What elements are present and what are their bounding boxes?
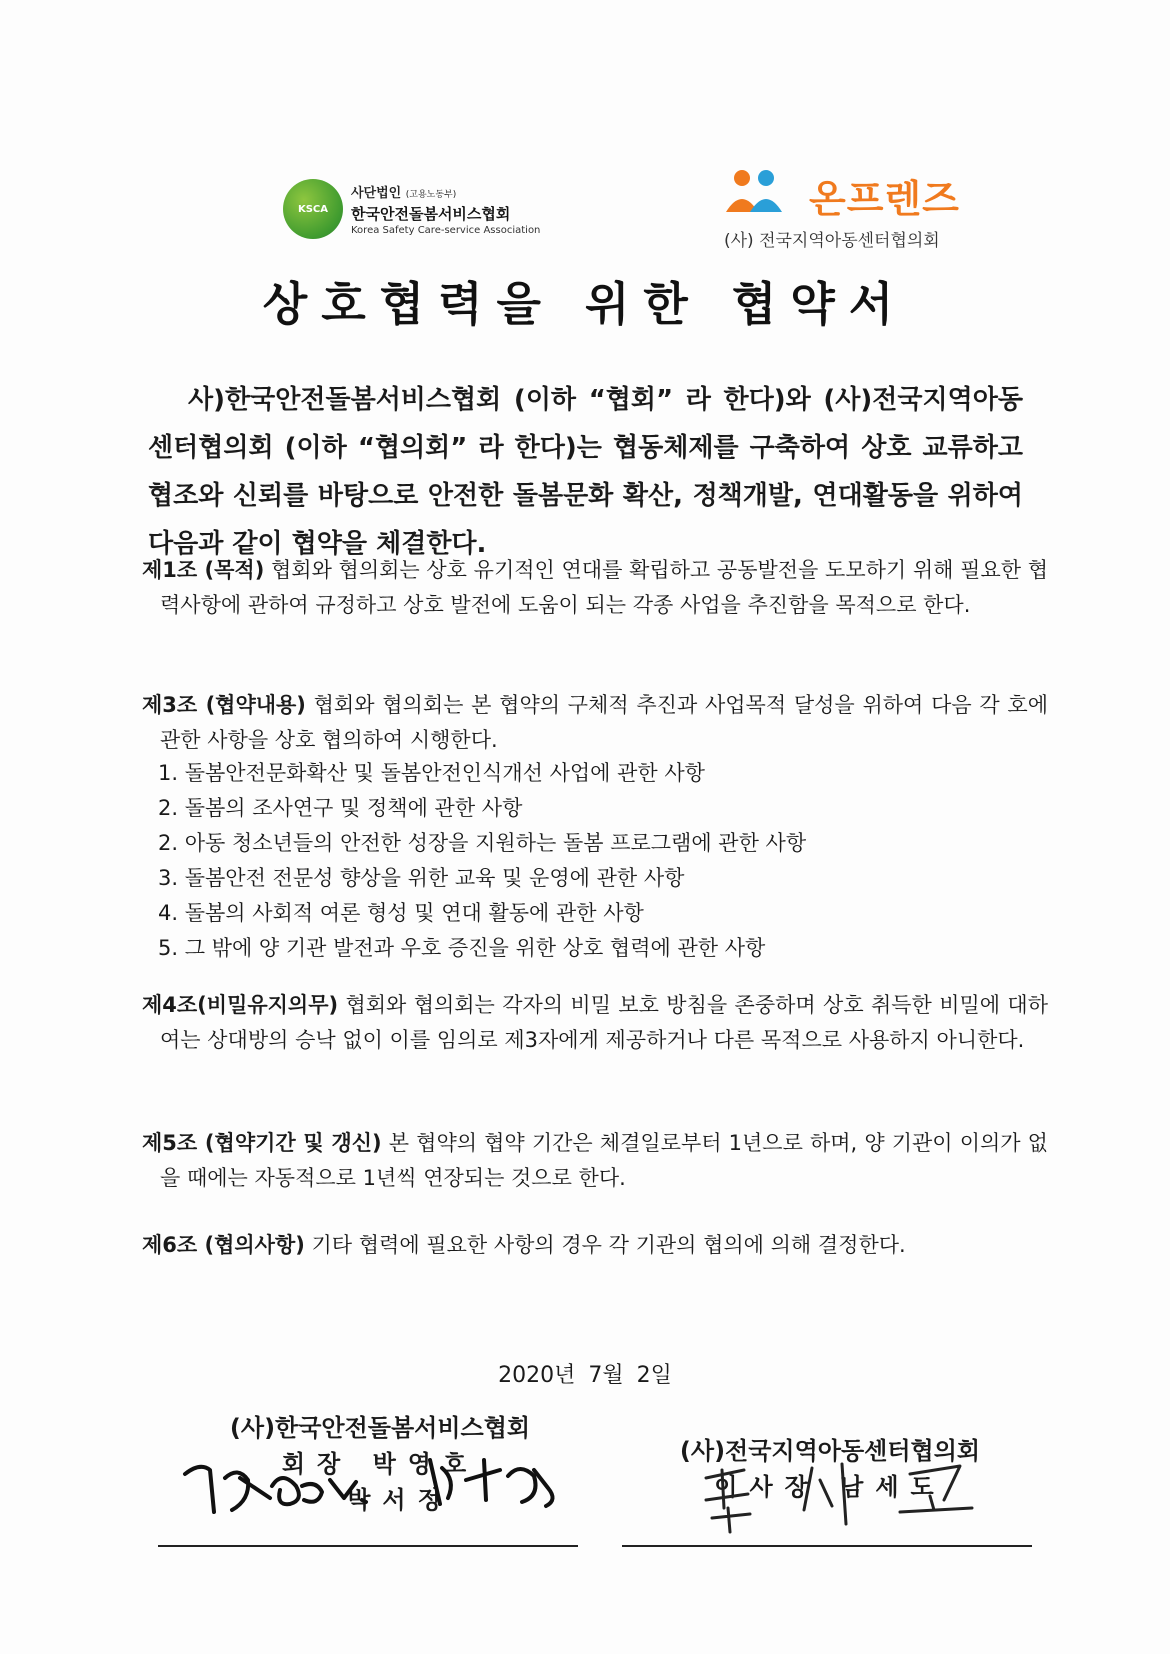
- ksca-logo: [283, 176, 543, 240]
- onfriends-wordmark: 온프렌즈: [809, 177, 960, 221]
- article-3-heading: 제3조 (협약내용): [142, 693, 306, 717]
- ksca-english-name: Korea Safety Care-service Association: [351, 225, 541, 236]
- list-item: 2. 돌봄의 조사연구 및 정책에 관한 사항: [158, 796, 523, 820]
- list-item: 2. 아동 청소년들의 안전한 성장을 지원하는 돌봄 프로그램에 관한 사항: [158, 831, 807, 855]
- signatory-right-org: (사)전국지역아동센터협의회: [679, 1437, 981, 1465]
- article-4: [142, 988, 1048, 1058]
- signatory-right-title: 이사장 남세도: [714, 1473, 946, 1501]
- signatory-left-title: 회장 박영호: [281, 1450, 479, 1478]
- article-4-heading: 제4조(비밀유지의무): [142, 993, 339, 1017]
- article-6-body: 기타 협력에 필요한 사항의 경우 각 기관의 협의에 의해 결정한다.: [304, 1233, 906, 1257]
- signatory-right: [620, 1433, 1040, 1505]
- article-5-body: 본 협약의 협약 기간은 체결일로부터 1년으로 하며, 양 기관이 이의가 없을 때에는 자동적으로 1년씩 연장되는 것으로 한다.: [160, 1131, 1048, 1190]
- article-3: [142, 688, 1048, 758]
- intro-paragraph: 사)한국안전돌봄서비스협회 (이하 “협회” 라 한다)와 (사)전국지역아동센터협의회 (이하 “협의회” 라 한다)는 협동체제를 구축하여 상호 교류하고 협조와 신뢰를 바탕으로 안전한 돌봄문화 확산, 정책개발, 연대활동을 위하여 다음과 같이 협약을 체결한다.: [148, 385, 1023, 559]
- article-6: [142, 1228, 1048, 1263]
- article-1: [142, 553, 1048, 623]
- article-1-body: 협회와 협의회는 상호 유기적인 연대를 확립하고 공동발전을 도모하기 위해 필요한 협력사항에 관하여 규정하고 상호 발전에 도움이 되는 각종 사업을 추진함을 목적으로 한다.: [160, 558, 1049, 617]
- article-4-body: 협회와 협의회는 각자의 비밀 보호 방침을 존중하며 상호 취득한 비밀에 대하여는 상대방의 승낙 없이 이를 임의로 제3자에게 제공하거나 다른 목적으로 사용하지 아니한다.: [160, 993, 1048, 1052]
- ksca-name: 한국안전돌봄서비스협회: [351, 205, 511, 223]
- people-icon: [724, 168, 808, 222]
- list-item: 1. 돌봄안전문화확산 및 돌봄안전인식개선 사업에 관한 사항: [158, 761, 705, 785]
- signatory-left-org: (사)한국안전돌봄서비스협회: [229, 1414, 531, 1442]
- ksca-emblem-icon: [283, 179, 343, 239]
- onfriends-org-name: (사) 전국지역아동센터협의회: [724, 231, 940, 251]
- article-3-items: [158, 756, 1018, 966]
- list-item: 5. 그 밖에 양 기관 발전과 우호 증진을 위한 상호 협력에 관한 사항: [158, 936, 766, 960]
- list-item: 3. 돌봄안전 전문성 향상을 위한 교육 및 운영에 관한 사항: [158, 866, 685, 890]
- onfriends-logo: [724, 168, 964, 252]
- signatory-left: [160, 1410, 600, 1518]
- article-6-heading: 제6조 (협의사항): [142, 1233, 305, 1257]
- signing-date: 2020년 7월 2일: [498, 1363, 672, 1388]
- ksca-line1: 사단법인: [351, 186, 402, 201]
- signature-line-left: [158, 1545, 578, 1547]
- signature-line-right: [622, 1545, 1032, 1547]
- article-5-heading: 제5조 (협약기간 및 갱신): [142, 1131, 382, 1155]
- article-3-body: 협회와 협의회는 본 협약의 구체적 추진과 사업목적 달성을 위하여 다음 각 호에 관한 사항을 상호 협의하여 시행한다.: [160, 693, 1048, 752]
- article-5: [142, 1126, 1048, 1196]
- signatory-left-name2: 박서정: [347, 1486, 453, 1514]
- ksca-badge-text: KSCA: [297, 203, 329, 215]
- document-title: 상호협력을 위한 협약서: [262, 277, 908, 331]
- article-1-heading: 제1조 (목적): [142, 558, 265, 582]
- ksca-line1-small: (고용노동부): [405, 190, 457, 200]
- list-item: 4. 돌봄의 사회적 여론 형성 및 연대 활동에 관한 사항: [158, 901, 644, 925]
